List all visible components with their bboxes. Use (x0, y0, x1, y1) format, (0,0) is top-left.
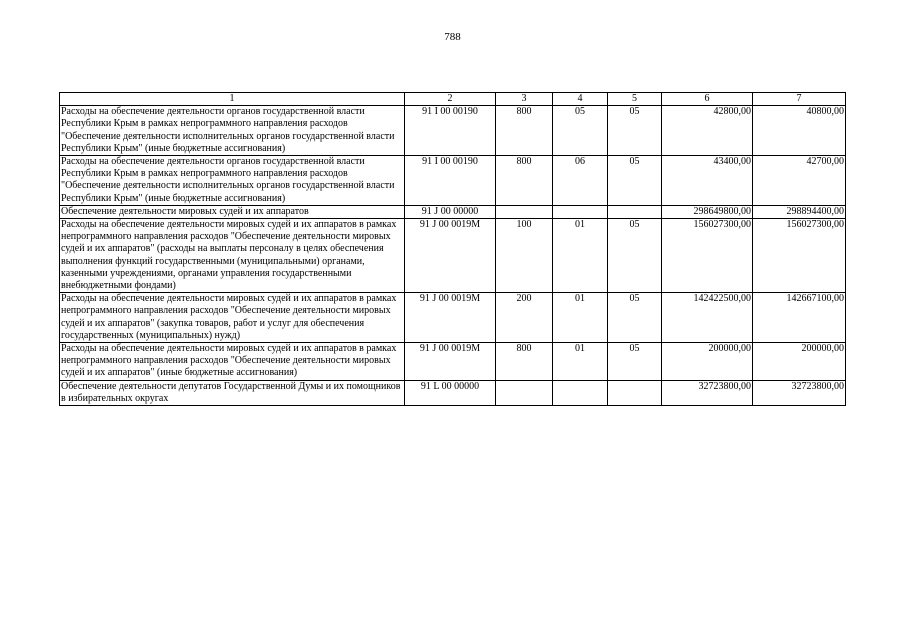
column-header-6: 6 (662, 93, 753, 106)
row-expense-type-cell (496, 380, 553, 405)
row-expense-type-cell: 100 (496, 219, 553, 293)
row-sum-2-cell: 142667100,00 (753, 293, 846, 343)
row-sum-1-cell: 298649800,00 (662, 205, 753, 218)
row-name-cell: Расходы на обеспечение деятельности мировых судей и их аппаратов в рамках непрограммного направления расходов "Обеспечение деятельности мировых судей и их аппаратов" (расходы на выплаты персоналу в целях обеспечения выполнения функций государственными (муниципальными) органами, казенными учреждениями, органами управления государственными внебюджетными фондами) (60, 219, 405, 293)
row-sum-2-cell: 200000,00 (753, 343, 846, 381)
row-code-cell: 91 J 00 0019M (405, 219, 496, 293)
row-name-cell: Обеспечение деятельности мировых судей и их аппаратов (60, 205, 405, 218)
row-section-cell: 01 (553, 219, 608, 293)
column-header-3: 3 (496, 93, 553, 106)
row-name-cell: Расходы на обеспечение деятельности органов государственной власти Республики Крым в рамках непрограммного направления расходов "Обеспечение деятельности исполнительных органов государственной власти Республики Крым" (иные бюджетные ассигнования) (60, 106, 405, 156)
row-subsection-cell: 05 (608, 219, 662, 293)
row-subsection-cell: 05 (608, 106, 662, 156)
table-row (60, 293, 846, 343)
row-section-cell: 01 (553, 343, 608, 381)
row-expense-type-cell: 800 (496, 343, 553, 381)
column-header-5: 5 (608, 93, 662, 106)
row-name-cell: Расходы на обеспечение деятельности мировых судей и их аппаратов в рамках непрограммного направления расходов "Обеспечение деятельности мировых судей и их аппаратов" (закупка товаров, работ и услуг для обеспечения государственных (муниципальных) нужд) (60, 293, 405, 343)
table-row (60, 380, 846, 405)
row-section-cell (553, 205, 608, 218)
row-code-cell: 91 I 00 00190 (405, 156, 496, 206)
budget-table (59, 92, 846, 406)
row-subsection-cell: 05 (608, 293, 662, 343)
header-row (60, 93, 846, 106)
row-subsection-cell (608, 205, 662, 218)
row-expense-type-cell: 800 (496, 156, 553, 206)
row-sum-1-cell: 32723800,00 (662, 380, 753, 405)
row-sum-1-cell: 142422500,00 (662, 293, 753, 343)
row-code-cell: 91 I 00 00190 (405, 106, 496, 156)
row-subsection-cell (608, 380, 662, 405)
column-header-7: 7 (753, 93, 846, 106)
row-sum-2-cell: 298894400,00 (753, 205, 846, 218)
table-row (60, 219, 846, 293)
table-row (60, 205, 846, 218)
table-row (60, 343, 846, 381)
row-section-cell (553, 380, 608, 405)
table-row (60, 106, 846, 156)
row-code-cell: 91 J 00 00000 (405, 205, 496, 218)
row-sum-2-cell: 32723800,00 (753, 380, 846, 405)
row-sum-1-cell: 156027300,00 (662, 219, 753, 293)
row-code-cell: 91 L 00 00000 (405, 380, 496, 405)
row-name-cell: Расходы на обеспечение деятельности мировых судей и их аппаратов в рамках непрограммного направления расходов "Обеспечение деятельности мировых судей и их аппаратов" (иные бюджетные ассигнования) (60, 343, 405, 381)
row-section-cell: 05 (553, 106, 608, 156)
row-expense-type-cell (496, 205, 553, 218)
column-header-4: 4 (553, 93, 608, 106)
row-expense-type-cell: 800 (496, 106, 553, 156)
table-row (60, 156, 846, 206)
row-sum-1-cell: 42800,00 (662, 106, 753, 156)
row-expense-type-cell: 200 (496, 293, 553, 343)
row-subsection-cell: 05 (608, 156, 662, 206)
column-header-2: 2 (405, 93, 496, 106)
row-sum-2-cell: 42700,00 (753, 156, 846, 206)
row-code-cell: 91 J 00 0019M (405, 293, 496, 343)
row-sum-2-cell: 40800,00 (753, 106, 846, 156)
column-header-1: 1 (60, 93, 405, 106)
row-section-cell: 06 (553, 156, 608, 206)
row-name-cell: Обеспечение деятельности депутатов Государственной Думы и их помощников в избирательных округах (60, 380, 405, 405)
row-name-cell: Расходы на обеспечение деятельности органов государственной власти Республики Крым в рамках непрограммного направления расходов "Обеспечение деятельности исполнительных органов государственной власти Республики Крым" (иные бюджетные ассигнования) (60, 156, 405, 206)
row-subsection-cell: 05 (608, 343, 662, 381)
row-sum-1-cell: 43400,00 (662, 156, 753, 206)
page-number: 788 (444, 31, 461, 43)
row-code-cell: 91 J 00 0019M (405, 343, 496, 381)
row-sum-2-cell: 156027300,00 (753, 219, 846, 293)
row-sum-1-cell: 200000,00 (662, 343, 753, 381)
row-section-cell: 01 (553, 293, 608, 343)
